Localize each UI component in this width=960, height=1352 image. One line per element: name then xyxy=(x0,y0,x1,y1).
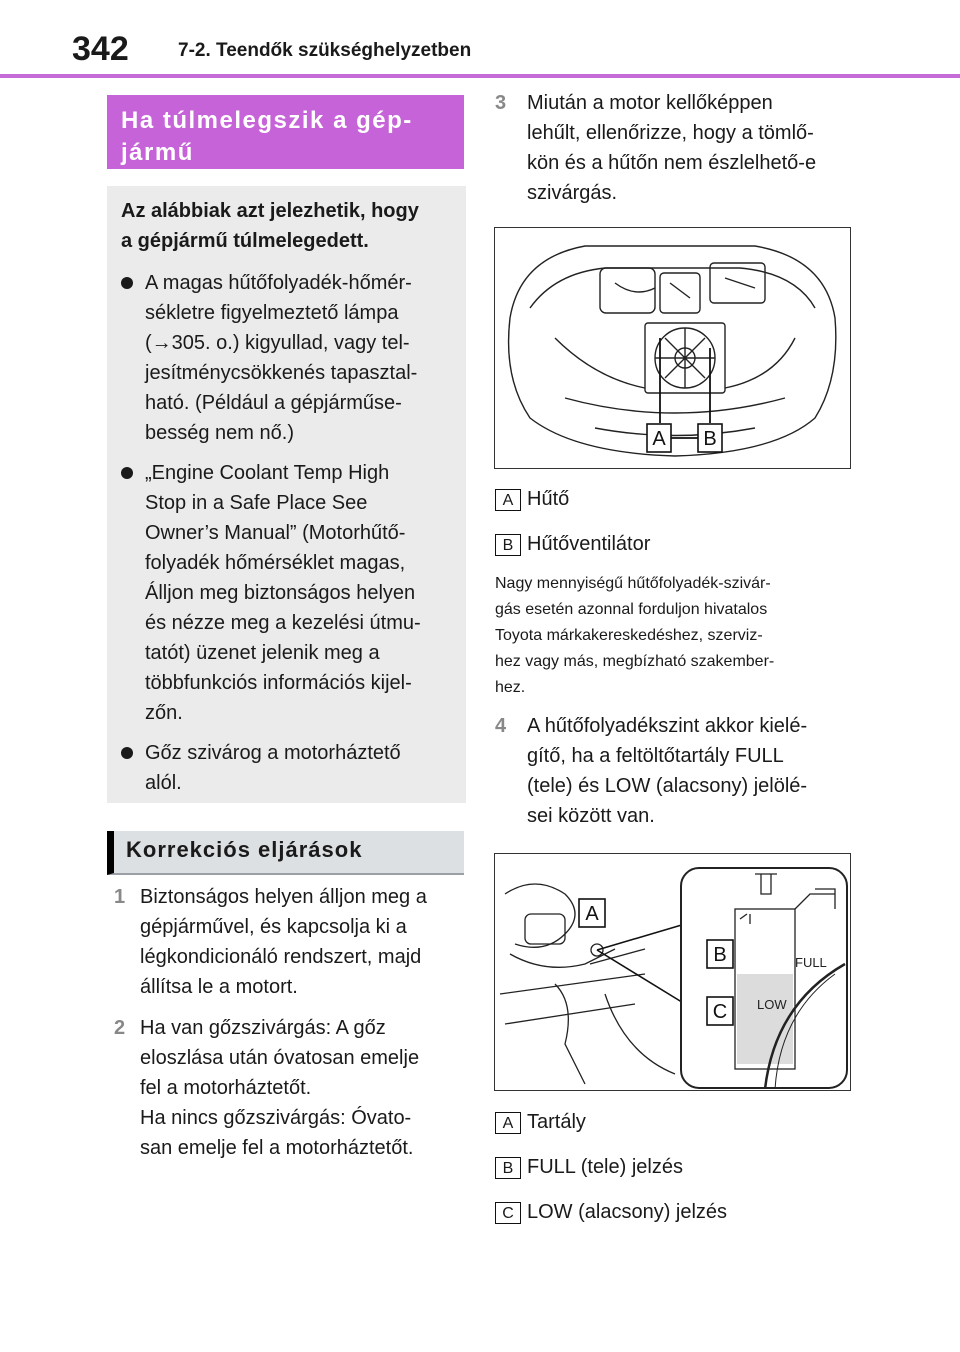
bullet-line: folyadék hőmérséklet magas, xyxy=(145,552,406,574)
fig1-label-b: B xyxy=(703,428,717,450)
bullet-item xyxy=(121,738,452,798)
legend-text: FULL (tele) jelzés xyxy=(527,1156,683,1178)
fig2-label-a: A xyxy=(585,903,599,925)
corrective-procedures-heading: Korrekciós eljárások xyxy=(107,831,464,875)
step-line: fel a motorháztetőt. xyxy=(140,1077,312,1099)
legend-key: B xyxy=(495,534,521,556)
bullet-line: többfunkciós információs kijel- xyxy=(145,672,412,694)
bullet-item xyxy=(121,458,452,728)
full-mark: FULL xyxy=(795,955,827,970)
header-rule xyxy=(0,74,960,78)
step-line: lehűlt, ellenőrizze, hogy a tömlő- xyxy=(527,122,814,144)
legend-key: A xyxy=(495,489,521,511)
fig2-label-b: B xyxy=(713,944,727,966)
bullet-line: „Engine Coolant Temp High xyxy=(145,462,390,484)
step-line: kön és a hűtőn nem észlelhető-e xyxy=(527,152,817,174)
step-line: szivárgás. xyxy=(527,182,618,204)
note-line: Toyota márkakereskedéshez, szerviz- xyxy=(495,627,763,644)
info-box xyxy=(107,186,466,803)
step-line: A hűtőfolyadékszint akkor kielé- xyxy=(527,715,808,737)
reservoir-drawing xyxy=(495,854,849,1089)
legend-row xyxy=(495,531,650,557)
title-banner xyxy=(107,95,464,169)
note-line: Nagy mennyiségű hűtőfolyadék-szivár- xyxy=(495,575,771,592)
step-line: Ha nincs gőzszivárgás: Óvato- xyxy=(140,1107,412,1129)
step-line: san emelje fel a motorháztetőt. xyxy=(140,1137,414,1159)
bullet-line: sékletre figyelmeztető lámpa xyxy=(145,302,399,324)
bullet-line: ható. (Például a gépjárműse- xyxy=(145,392,402,414)
low-mark: LOW xyxy=(757,997,787,1012)
legend-text: Tartály xyxy=(527,1111,586,1133)
bullet-line: tatót) üzenet jelenik meg a xyxy=(145,642,380,664)
fig2-label-c: C xyxy=(712,1001,728,1023)
step-line: Biztonságos helyen álljon meg a xyxy=(140,886,427,908)
legend-text: Hűtőventilátor xyxy=(527,533,651,555)
page-number: 342 xyxy=(72,30,129,68)
leak-note xyxy=(495,571,845,701)
bullet-item xyxy=(121,268,452,448)
step-line: gítő, ha a feltöltőtartály FULL xyxy=(527,745,784,767)
bullet-line: besség nem nő.) xyxy=(145,422,294,444)
step-line: gépjárművel, és kapcsolja ki a xyxy=(140,916,407,938)
info-intro-line: Az alábbiak azt jelezhetik, hogy xyxy=(121,200,419,222)
step-3 xyxy=(495,88,855,208)
bullet-line: jesítménycsökkenés tapasztal- xyxy=(145,362,418,384)
legend-row xyxy=(495,1109,586,1135)
legend-text: LOW (alacsony) jelzés xyxy=(527,1201,728,1223)
bullet-line: alól. xyxy=(145,772,182,794)
step-line: állítsa le a motort. xyxy=(140,976,298,998)
legend-row xyxy=(495,1199,727,1225)
step-2 xyxy=(114,1013,464,1163)
section-header: 7-2. Teendők szükséghelyzetben xyxy=(178,40,472,61)
reservoir-illustration xyxy=(494,853,851,1091)
bullet-line: Álljon meg biztonságos helyen xyxy=(145,582,416,604)
legend-row xyxy=(495,486,569,512)
step-line: légkondicionáló rendszert, majd xyxy=(140,946,422,968)
bullet-line: zőn. xyxy=(145,702,183,724)
info-intro-line: a gépjármű túlmelegedett. xyxy=(121,230,369,252)
step-line: (tele) és LOW (alacsony) jelölé- xyxy=(527,775,808,797)
legend-key: C xyxy=(495,1202,521,1224)
bullet-line: Stop in a Safe Place See xyxy=(145,492,368,514)
fig1-label-a: A xyxy=(652,428,666,450)
note-line: hez. xyxy=(495,679,526,696)
banner-line-2: jármű xyxy=(121,139,194,166)
bullet-line: Owner’s Manual” (Motorhűtő- xyxy=(145,522,406,544)
info-intro xyxy=(121,196,452,256)
step-number: 2 xyxy=(114,1017,126,1039)
engine-bay-illustration xyxy=(494,227,851,469)
step-line: eloszlása után óvatosan emelje xyxy=(140,1047,420,1069)
step-line: Ha van gőzszivárgás: A gőz xyxy=(140,1017,386,1039)
step-4 xyxy=(495,711,855,831)
step-number: 1 xyxy=(114,886,126,908)
bullet-line: és nézze meg a kezelési útmu- xyxy=(145,612,421,634)
step-number: 4 xyxy=(495,715,507,737)
note-line: gás esetén azonnal forduljon hivatalos xyxy=(495,601,768,618)
legend-key: B xyxy=(495,1157,521,1179)
legend-row xyxy=(495,1154,683,1180)
bullet-line: (→305. o.) kigyullad, vagy tel- xyxy=(145,332,410,354)
step-number: 3 xyxy=(495,92,507,114)
note-line: hez vagy más, megbízható szakember- xyxy=(495,653,775,670)
bullet-line: A magas hűtőfolyadék-hőmér- xyxy=(145,272,412,294)
step-line: Miután a motor kellőképpen xyxy=(527,92,773,114)
engine-bay-drawing xyxy=(495,228,849,467)
bullet-line: Gőz szivárog a motorháztető xyxy=(145,742,401,764)
legend-key: A xyxy=(495,1112,521,1134)
step-1 xyxy=(114,882,464,1002)
legend-text: Hűtő xyxy=(527,488,570,510)
step-line: sei között van. xyxy=(527,805,655,827)
banner-line-1: Ha túlmelegszik a gép- xyxy=(121,107,413,134)
